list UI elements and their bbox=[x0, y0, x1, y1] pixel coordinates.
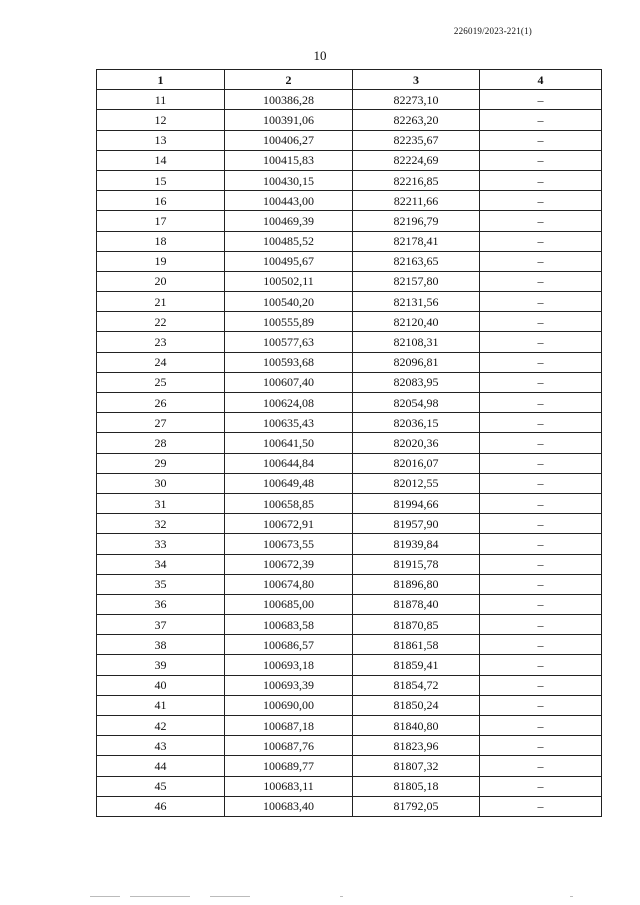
x-coordinate-cell: 100641,50 bbox=[225, 433, 353, 453]
note-cell: – bbox=[480, 150, 602, 170]
table-row bbox=[97, 615, 602, 635]
note-cell: – bbox=[480, 90, 602, 110]
note-cell: – bbox=[480, 716, 602, 736]
table-row bbox=[97, 393, 602, 413]
note-cell: – bbox=[480, 756, 602, 776]
point-number-cell: 32 bbox=[97, 514, 225, 534]
x-coordinate-cell: 100540,20 bbox=[225, 292, 353, 312]
x-coordinate-cell: 100693,18 bbox=[225, 655, 353, 675]
x-coordinate-cell: 100593,68 bbox=[225, 352, 353, 372]
table-row bbox=[97, 675, 602, 695]
x-coordinate-cell: 100391,06 bbox=[225, 110, 353, 130]
y-coordinate-cell: 82012,55 bbox=[353, 473, 480, 493]
y-coordinate-cell: 82196,79 bbox=[353, 211, 480, 231]
note-cell: – bbox=[480, 130, 602, 150]
y-coordinate-cell: 81807,32 bbox=[353, 756, 480, 776]
table-body bbox=[97, 90, 602, 817]
note-cell: – bbox=[480, 251, 602, 271]
note-cell: – bbox=[480, 393, 602, 413]
x-coordinate-cell: 100683,11 bbox=[225, 776, 353, 796]
note-cell: – bbox=[480, 635, 602, 655]
table-row bbox=[97, 574, 602, 594]
point-number-cell: 12 bbox=[97, 110, 225, 130]
y-coordinate-cell: 82036,15 bbox=[353, 413, 480, 433]
table-row bbox=[97, 271, 602, 291]
note-cell: – bbox=[480, 433, 602, 453]
table-row bbox=[97, 312, 602, 332]
note-cell: – bbox=[480, 554, 602, 574]
y-coordinate-cell: 82157,80 bbox=[353, 271, 480, 291]
table-row bbox=[97, 493, 602, 513]
table-row bbox=[97, 473, 602, 493]
note-cell: – bbox=[480, 473, 602, 493]
point-number-cell: 14 bbox=[97, 150, 225, 170]
point-number-cell: 35 bbox=[97, 574, 225, 594]
coordinates-table bbox=[96, 69, 602, 817]
note-cell: – bbox=[480, 413, 602, 433]
point-number-cell: 21 bbox=[97, 292, 225, 312]
x-coordinate-cell: 100607,40 bbox=[225, 372, 353, 392]
point-number-cell: 33 bbox=[97, 534, 225, 554]
y-coordinate-cell: 82131,56 bbox=[353, 292, 480, 312]
note-cell: – bbox=[480, 170, 602, 190]
point-number-cell: 43 bbox=[97, 736, 225, 756]
point-number-cell: 18 bbox=[97, 231, 225, 251]
note-cell: – bbox=[480, 594, 602, 614]
column-header-4: 4 bbox=[480, 70, 602, 90]
note-cell: – bbox=[480, 110, 602, 130]
table-row bbox=[97, 736, 602, 756]
note-cell: – bbox=[480, 695, 602, 715]
x-coordinate-cell: 100495,67 bbox=[225, 251, 353, 271]
column-header-1: 1 bbox=[97, 70, 225, 90]
table-row bbox=[97, 292, 602, 312]
y-coordinate-cell: 81850,24 bbox=[353, 695, 480, 715]
y-coordinate-cell: 82273,10 bbox=[353, 90, 480, 110]
table-row bbox=[97, 191, 602, 211]
note-cell: – bbox=[480, 231, 602, 251]
point-number-cell: 23 bbox=[97, 332, 225, 352]
point-number-cell: 24 bbox=[97, 352, 225, 372]
point-number-cell: 36 bbox=[97, 594, 225, 614]
y-coordinate-cell: 82235,67 bbox=[353, 130, 480, 150]
y-coordinate-cell: 82224,69 bbox=[353, 150, 480, 170]
x-coordinate-cell: 100469,39 bbox=[225, 211, 353, 231]
y-coordinate-cell: 81805,18 bbox=[353, 776, 480, 796]
y-coordinate-cell: 81861,58 bbox=[353, 635, 480, 655]
y-coordinate-cell: 81840,80 bbox=[353, 716, 480, 736]
table-row bbox=[97, 332, 602, 352]
x-coordinate-cell: 100649,48 bbox=[225, 473, 353, 493]
x-coordinate-cell: 100672,91 bbox=[225, 514, 353, 534]
x-coordinate-cell: 100555,89 bbox=[225, 312, 353, 332]
x-coordinate-cell: 100683,58 bbox=[225, 615, 353, 635]
y-coordinate-cell: 82108,31 bbox=[353, 332, 480, 352]
point-number-cell: 27 bbox=[97, 413, 225, 433]
x-coordinate-cell: 100430,15 bbox=[225, 170, 353, 190]
column-header-2: 2 bbox=[225, 70, 353, 90]
y-coordinate-cell: 82120,40 bbox=[353, 312, 480, 332]
y-coordinate-cell: 82083,95 bbox=[353, 372, 480, 392]
table-row bbox=[97, 130, 602, 150]
point-number-cell: 20 bbox=[97, 271, 225, 291]
point-number-cell: 16 bbox=[97, 191, 225, 211]
table-row bbox=[97, 251, 602, 271]
x-coordinate-cell: 100673,55 bbox=[225, 534, 353, 554]
x-coordinate-cell: 100415,83 bbox=[225, 150, 353, 170]
x-coordinate-cell: 100658,85 bbox=[225, 493, 353, 513]
note-cell: – bbox=[480, 514, 602, 534]
x-coordinate-cell: 100386,28 bbox=[225, 90, 353, 110]
x-coordinate-cell: 100443,00 bbox=[225, 191, 353, 211]
note-cell: – bbox=[480, 776, 602, 796]
y-coordinate-cell: 82178,41 bbox=[353, 231, 480, 251]
table-row bbox=[97, 231, 602, 251]
y-coordinate-cell: 82054,98 bbox=[353, 393, 480, 413]
point-number-cell: 25 bbox=[97, 372, 225, 392]
point-number-cell: 39 bbox=[97, 655, 225, 675]
y-coordinate-cell: 81854,72 bbox=[353, 675, 480, 695]
table-row bbox=[97, 110, 602, 130]
x-coordinate-cell: 100693,39 bbox=[225, 675, 353, 695]
y-coordinate-cell: 81823,96 bbox=[353, 736, 480, 756]
x-coordinate-cell: 100406,27 bbox=[225, 130, 353, 150]
point-number-cell: 26 bbox=[97, 393, 225, 413]
point-number-cell: 37 bbox=[97, 615, 225, 635]
table-row bbox=[97, 695, 602, 715]
y-coordinate-cell: 81939,84 bbox=[353, 534, 480, 554]
table-row bbox=[97, 756, 602, 776]
note-cell: – bbox=[480, 574, 602, 594]
y-coordinate-cell: 82096,81 bbox=[353, 352, 480, 372]
scan-artifacts bbox=[90, 896, 590, 900]
y-coordinate-cell: 81878,40 bbox=[353, 594, 480, 614]
table-row bbox=[97, 211, 602, 231]
point-number-cell: 40 bbox=[97, 675, 225, 695]
x-coordinate-cell: 100672,39 bbox=[225, 554, 353, 574]
table-row bbox=[97, 594, 602, 614]
table-row bbox=[97, 433, 602, 453]
table-row bbox=[97, 413, 602, 433]
table-row bbox=[97, 150, 602, 170]
x-coordinate-cell: 100683,40 bbox=[225, 796, 353, 816]
table-row bbox=[97, 170, 602, 190]
note-cell: – bbox=[480, 675, 602, 695]
point-number-cell: 38 bbox=[97, 635, 225, 655]
note-cell: – bbox=[480, 655, 602, 675]
point-number-cell: 17 bbox=[97, 211, 225, 231]
column-header-3: 3 bbox=[353, 70, 480, 90]
note-cell: – bbox=[480, 352, 602, 372]
point-number-cell: 34 bbox=[97, 554, 225, 574]
x-coordinate-cell: 100635,43 bbox=[225, 413, 353, 433]
table-row bbox=[97, 453, 602, 473]
point-number-cell: 15 bbox=[97, 170, 225, 190]
note-cell: – bbox=[480, 453, 602, 473]
note-cell: – bbox=[480, 372, 602, 392]
y-coordinate-cell: 81896,80 bbox=[353, 574, 480, 594]
y-coordinate-cell: 82211,66 bbox=[353, 191, 480, 211]
x-coordinate-cell: 100686,57 bbox=[225, 635, 353, 655]
table-row bbox=[97, 372, 602, 392]
note-cell: – bbox=[480, 736, 602, 756]
table-row bbox=[97, 352, 602, 372]
x-coordinate-cell: 100690,00 bbox=[225, 695, 353, 715]
table-row bbox=[97, 554, 602, 574]
point-number-cell: 22 bbox=[97, 312, 225, 332]
table-row bbox=[97, 716, 602, 736]
table-row bbox=[97, 635, 602, 655]
point-number-cell: 19 bbox=[97, 251, 225, 271]
x-coordinate-cell: 100644,84 bbox=[225, 453, 353, 473]
y-coordinate-cell: 82263,20 bbox=[353, 110, 480, 130]
x-coordinate-cell: 100624,08 bbox=[225, 393, 353, 413]
y-coordinate-cell: 82163,65 bbox=[353, 251, 480, 271]
y-coordinate-cell: 82016,07 bbox=[353, 453, 480, 473]
document-id: 226019/2023-221(1) bbox=[453, 26, 532, 36]
x-coordinate-cell: 100689,77 bbox=[225, 756, 353, 776]
page-number: 10 bbox=[313, 48, 327, 63]
y-coordinate-cell: 81957,90 bbox=[353, 514, 480, 534]
note-cell: – bbox=[480, 292, 602, 312]
x-coordinate-cell: 100502,11 bbox=[225, 271, 353, 291]
point-number-cell: 44 bbox=[97, 756, 225, 776]
note-cell: – bbox=[480, 796, 602, 816]
table-row bbox=[97, 796, 602, 816]
point-number-cell: 41 bbox=[97, 695, 225, 715]
y-coordinate-cell: 81870,85 bbox=[353, 615, 480, 635]
note-cell: – bbox=[480, 312, 602, 332]
table-row bbox=[97, 90, 602, 110]
point-number-cell: 28 bbox=[97, 433, 225, 453]
note-cell: – bbox=[480, 493, 602, 513]
table-header-row bbox=[97, 70, 602, 90]
point-number-cell: 31 bbox=[97, 493, 225, 513]
x-coordinate-cell: 100687,18 bbox=[225, 716, 353, 736]
y-coordinate-cell: 81994,66 bbox=[353, 493, 480, 513]
table-row bbox=[97, 655, 602, 675]
note-cell: – bbox=[480, 534, 602, 554]
x-coordinate-cell: 100687,76 bbox=[225, 736, 353, 756]
point-number-cell: 29 bbox=[97, 453, 225, 473]
y-coordinate-cell: 82216,85 bbox=[353, 170, 480, 190]
point-number-cell: 13 bbox=[97, 130, 225, 150]
x-coordinate-cell: 100577,63 bbox=[225, 332, 353, 352]
table-row bbox=[97, 514, 602, 534]
x-coordinate-cell: 100485,52 bbox=[225, 231, 353, 251]
point-number-cell: 11 bbox=[97, 90, 225, 110]
x-coordinate-cell: 100674,80 bbox=[225, 574, 353, 594]
y-coordinate-cell: 81915,78 bbox=[353, 554, 480, 574]
note-cell: – bbox=[480, 271, 602, 291]
point-number-cell: 46 bbox=[97, 796, 225, 816]
point-number-cell: 42 bbox=[97, 716, 225, 736]
y-coordinate-cell: 81859,41 bbox=[353, 655, 480, 675]
x-coordinate-cell: 100685,00 bbox=[225, 594, 353, 614]
note-cell: – bbox=[480, 332, 602, 352]
point-number-cell: 45 bbox=[97, 776, 225, 796]
note-cell: – bbox=[480, 191, 602, 211]
table-row bbox=[97, 776, 602, 796]
note-cell: – bbox=[480, 211, 602, 231]
y-coordinate-cell: 81792,05 bbox=[353, 796, 480, 816]
note-cell: – bbox=[480, 615, 602, 635]
y-coordinate-cell: 82020,36 bbox=[353, 433, 480, 453]
point-number-cell: 30 bbox=[97, 473, 225, 493]
table-row bbox=[97, 534, 602, 554]
